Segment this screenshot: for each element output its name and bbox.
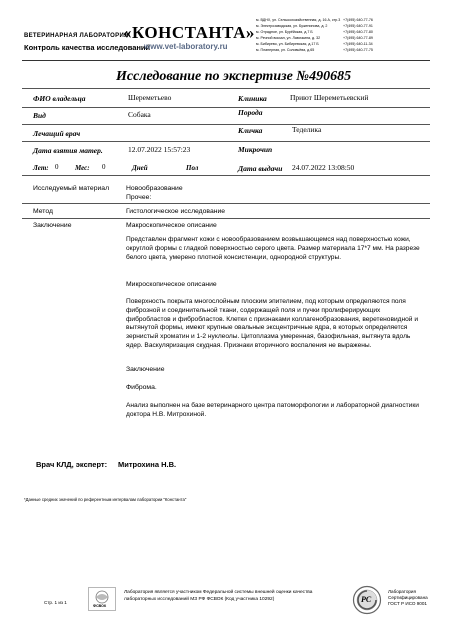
branch-address: м. Речной вокзал, ул. Лавочкина, д. 32 <box>256 36 321 40</box>
branch-address: м. ВДНХ, ул. Сельскохозяйственная, д. 16 А, стр.3 <box>256 18 341 22</box>
lab-website-link[interactable]: www.vet-laboratory.ru <box>144 42 228 51</box>
conclusion-label: Заключение <box>33 222 72 229</box>
sample-date-label: Дата взятия матер. <box>33 146 103 155</box>
material-extra: Прочее: <box>126 194 152 201</box>
macro-description: Представлен фрагмент кожи с новообразованием возвышающемся над поверхностью кожи, округлой формы с гладкой поверхностью серого цвета. Размер материала 17*7 мм. На разрезе белого цвета, умерено плотной консистенции, однородной структуры. <box>126 236 420 261</box>
branch-address: м. Электрозаводская, ул. Буженинова, д. 2 <box>256 24 328 28</box>
species-label: Вид <box>33 111 46 120</box>
info-divider <box>22 175 430 176</box>
branch-phone: +7(495) 640-77-76 <box>343 18 373 22</box>
owner-value: Шереметьево <box>128 93 172 102</box>
branch-address: м. Планерная, ул. Соловьёва, д.65 <box>256 48 315 52</box>
macro-title: Макроскопическое описание <box>126 222 217 229</box>
micro-title: Микроскопическое описание <box>126 281 217 288</box>
days-label: Дней <box>132 164 148 172</box>
fsvok-logo: ФСВОК <box>88 587 116 611</box>
seal-text-line1: Лаборатория <box>388 589 416 594</box>
doctor-label: Лечащий врач <box>33 129 81 138</box>
title-divider <box>22 88 430 89</box>
nickname-value: Теделика <box>292 125 322 134</box>
page-number: Стр. 1 из 1 <box>44 600 67 605</box>
lab-subtitle: Контроль качества исследований <box>24 43 151 52</box>
age-months-value: 0 <box>102 163 106 171</box>
row-divider <box>22 203 430 204</box>
branch-phone: +7(495) 640-77-89 <box>343 36 373 40</box>
issue-date-value: 24.07.2022 13:08:50 <box>292 163 355 172</box>
nickname-label: Кличка <box>238 126 263 135</box>
lab-note: Анализ выполнен на базе ветеринарного центра патоморфологии и лабораторной диагностики доктора Н.В. Митрохиной. <box>126 402 419 418</box>
method-value: Гистологическое исследование <box>126 208 226 215</box>
final-title: Заключение <box>126 366 165 373</box>
sex-label: Пол <box>186 164 199 172</box>
header-divider <box>22 60 430 61</box>
age-months-label: Мес: <box>75 164 90 172</box>
microchip-label: Микрочип <box>238 145 273 154</box>
method-label: Метод <box>33 208 53 215</box>
lab-brand-logo: «КОНСТАНТА» <box>123 23 255 42</box>
micro-description: Поверхность покрыта многослойным плоским эпителием, под которым определяются поля фиброзной и соединительной ткани, содержащей поля и пучки пролиферирующих фибробластов и фибробластов. Клетки с признаками коллагенобразования, веретеновидной и вытянутой формы, имеют крупные овальные эксцентричные ядра, в которых определяется зернистый хроматин и 1-2 нуклеолы. Цитоплазма умеренная, базофильная, вытянута вдоль ядер. Васкуляризация скудная. Признаки вторичного воспаления не выражены. <box>126 298 419 349</box>
info-divider <box>22 124 430 125</box>
species-value: Собака <box>128 110 151 119</box>
branch-address: м. Бибирево, ул. Бибиревская, д.17 Б <box>256 42 319 46</box>
branch-phone: +7(495) 640-11-34 <box>343 42 373 46</box>
info-divider <box>22 141 430 142</box>
branch-phone: +7(495) 640-77-91 <box>343 24 373 28</box>
age-years-value: 0 <box>55 163 59 171</box>
report-title: Исследование по экспертизе №490685 <box>116 69 352 84</box>
clinic-label: Клиника <box>238 94 267 103</box>
branch-address: м. Отрадное, ул. Бурёйская, д.7 Б <box>256 30 313 34</box>
info-divider <box>22 107 430 108</box>
clinic-value: Приют Шереметьевский <box>290 93 369 102</box>
owner-label: ФИО владельца <box>33 94 86 103</box>
footnote: *Данные средних значений по референтным интервалам лаборатории "Константа" <box>24 497 187 502</box>
cert-text-line1: Лаборатория является участником Федеральной системы внешней оценки качества <box>124 590 313 595</box>
issue-date-label: Дата выдачи <box>238 164 283 173</box>
branch-phone: +7(495) 640-77-75 <box>343 48 373 52</box>
branch-phone: +7(495) 640-77-80 <box>343 30 373 34</box>
seal-text-line3: ГОСТ Р ИСО 9001 <box>388 601 427 606</box>
row-divider <box>22 218 430 219</box>
material-label: Исследуемый материал <box>33 185 110 192</box>
lab-name: ВЕТЕРИНАРНАЯ ЛАБОРАТОРИЯ <box>24 33 129 39</box>
material-value: Новообразование <box>126 185 183 192</box>
certification-seal-icon: РС <box>352 585 382 615</box>
signature-label: Врач КЛД, эксперт: <box>36 460 108 469</box>
sample-date-value: 12.07.2022 15:57:23 <box>128 145 191 154</box>
breed-label: Порода <box>238 108 263 117</box>
final-conclusion: Фиброма. <box>126 384 157 391</box>
age-years-label: Лет: <box>33 164 49 172</box>
signature-name: Митрохина Н.В. <box>118 460 177 469</box>
cert-text-line2: лабораторных исследований МЗ РФ ФСВОК (Код участника 10292) <box>124 597 275 602</box>
seal-text-line2: Сертифицирована <box>388 595 428 600</box>
